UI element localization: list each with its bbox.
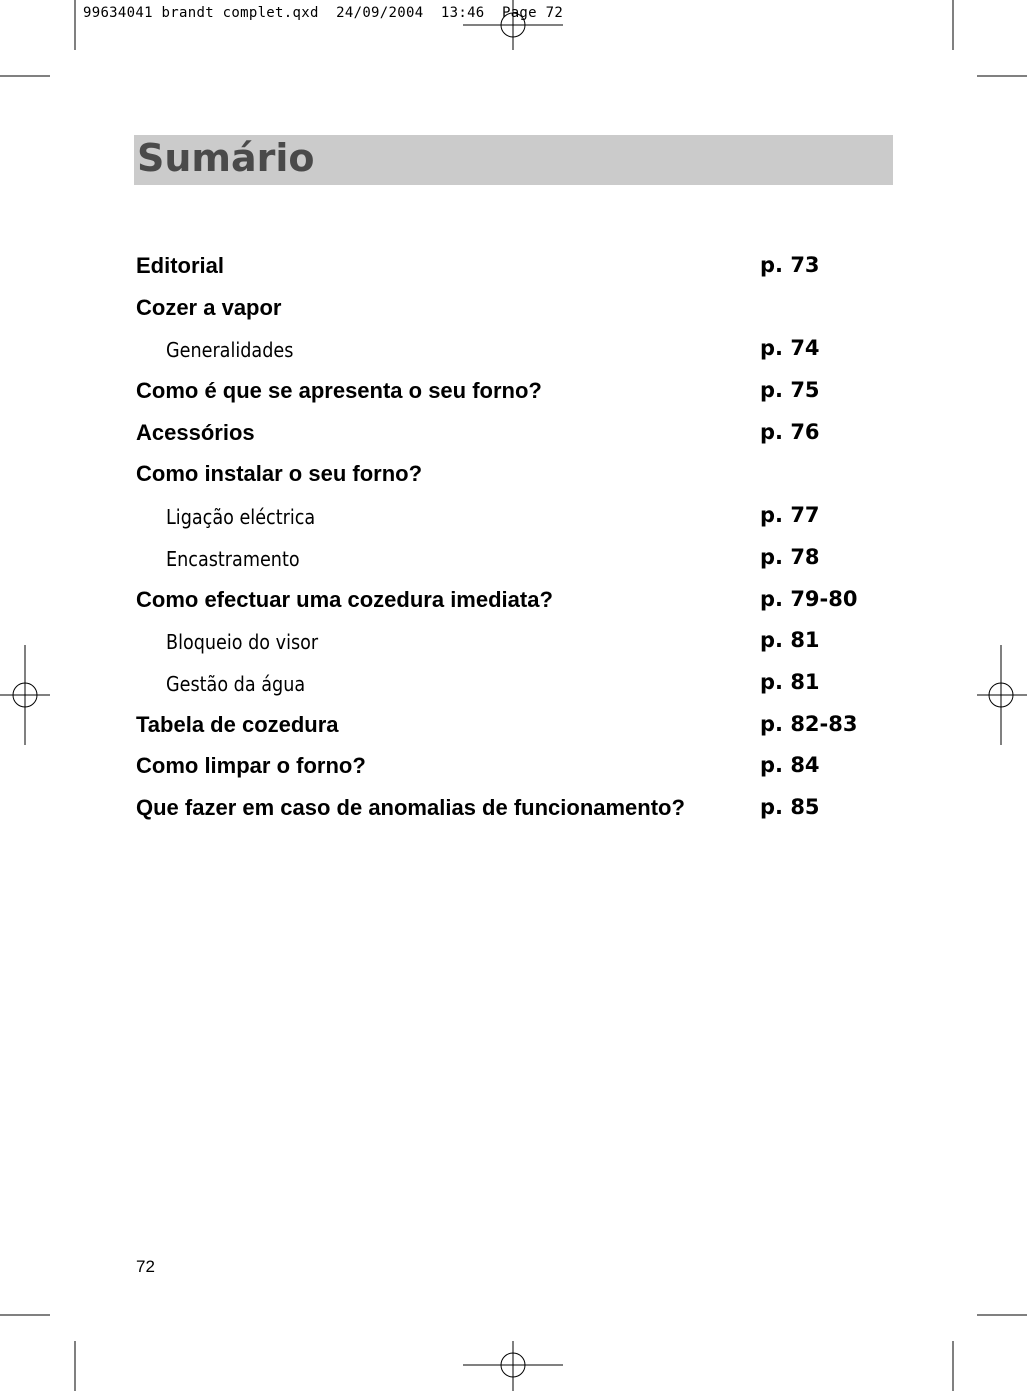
toc-entry-label: Como instalar o seu forno? [136, 461, 423, 487]
table-of-contents [136, 247, 896, 831]
toc-page-ref: p. 73 [760, 253, 820, 277]
registration-mark-bottom [463, 1341, 563, 1391]
registration-mark-right [977, 645, 1027, 745]
toc-entry [136, 581, 896, 623]
toc-subentry-label: Ligação eléctrica [166, 505, 316, 530]
toc-page-ref: p. 79-80 [760, 586, 858, 611]
toc-page-ref: p. 78 [760, 544, 820, 569]
toc-entry-label: Cozer a vapor [136, 294, 282, 320]
toc-page-ref: p. 76 [760, 419, 820, 444]
toc-page-ref: p. 74 [760, 336, 820, 361]
toc-page-ref: p. 82-83 [760, 711, 858, 736]
toc-entry [136, 289, 896, 331]
toc-entry [136, 330, 896, 372]
toc-entry [136, 539, 896, 581]
toc-entry [136, 622, 896, 664]
page-title: Sumário [137, 136, 315, 180]
page-number: 72 [136, 1257, 155, 1276]
toc-entry [136, 789, 896, 831]
toc-page-ref: p. 75 [760, 378, 820, 403]
toc-entry-label: Acessórios [136, 419, 255, 445]
toc-page-ref: p. 84 [760, 753, 820, 778]
toc-entry-label: Como efectuar uma cozedura imediata? [136, 586, 553, 612]
toc-entry-label: Editorial [136, 253, 225, 278]
toc-entry [136, 414, 896, 456]
registration-mark-top [463, 0, 563, 50]
registration-mark-left [0, 645, 50, 745]
toc-subentry-label: Gestão da água [166, 671, 306, 696]
toc-subentry-label: Bloqueio do visor [166, 630, 319, 655]
toc-page-ref: p. 77 [760, 503, 820, 528]
toc-entry [136, 664, 896, 706]
toc-entry-label: Tabela de cozedura [136, 711, 339, 737]
toc-entry [136, 706, 896, 748]
toc-entry [136, 455, 896, 497]
toc-entry [136, 747, 896, 789]
toc-subentry-label: Generalidades [166, 338, 294, 363]
toc-entry [136, 372, 896, 414]
toc-entry [136, 247, 896, 289]
toc-entry-label: Como é que se apresenta o seu forno? [136, 378, 542, 404]
title-bar [134, 135, 893, 185]
toc-subentry-label: Encastramento [166, 546, 300, 571]
print-slug: 99634041 brandt complet.qxd 24/09/2004 13:46 Page 72 [83, 5, 564, 21]
toc-page-ref: p. 85 [760, 794, 820, 819]
toc-entry-label: Como limpar o forno? [136, 753, 366, 779]
toc-page-ref: p. 81 [760, 628, 820, 653]
toc-page-ref: p. 81 [760, 669, 820, 694]
toc-entry-label: Que fazer em caso de anomalias de funcionamento? [136, 794, 685, 820]
toc-entry [136, 497, 896, 539]
